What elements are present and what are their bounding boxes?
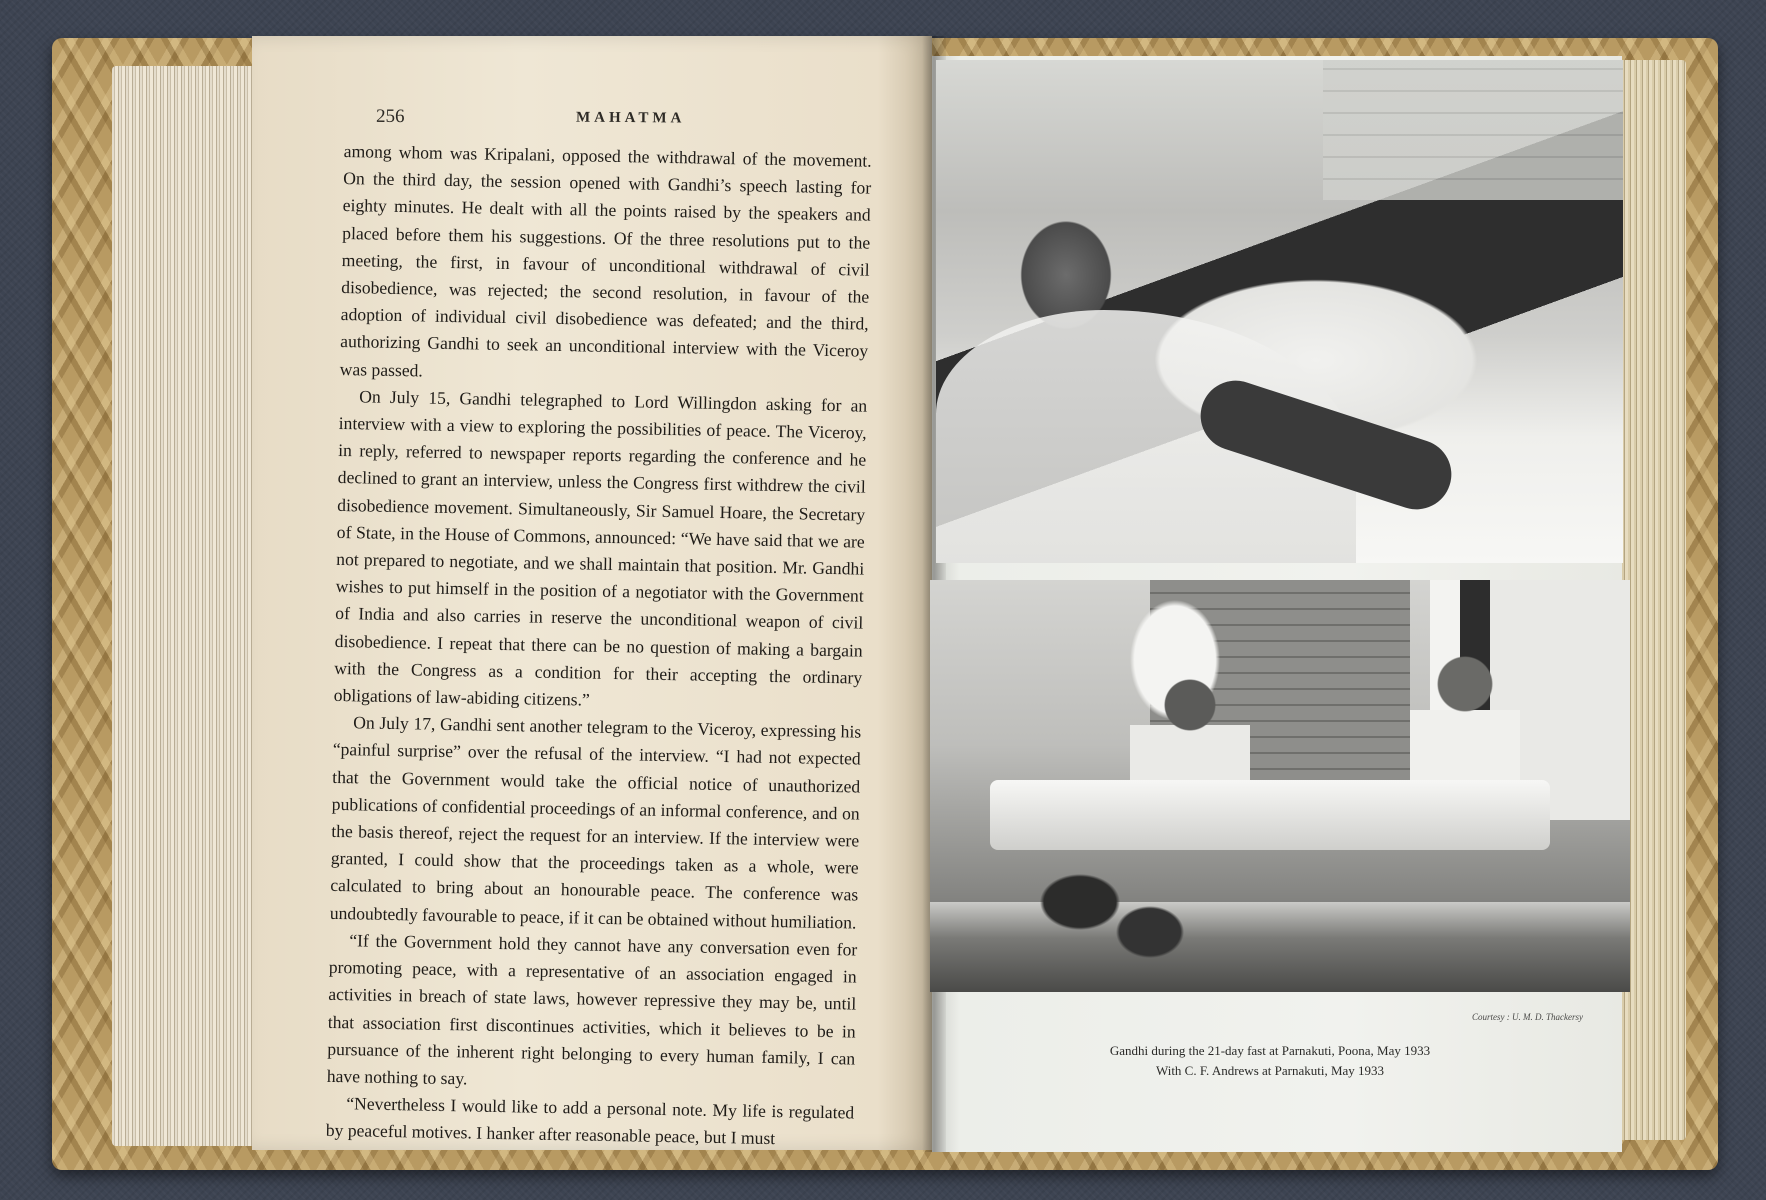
running-title: MAHATMA bbox=[575, 109, 686, 127]
paragraph: “If the Government hold they cannot have any conversation even for promoting peace, with a representative of an association engaged in activities in breach of state laws, however repressive they may be, until that association first discontinues activities, which it believes to be in pursuance of the inherent right belonging to every human family, I can have nothing to say. bbox=[326, 930, 858, 1089]
photo-ledge bbox=[930, 902, 1630, 992]
paragraph: On July 17, Gandhi sent another telegram to the Viceroy, expressing his “painful surprise” over the refusal of the interview. “I had not expected that the Government would take the official notice of unauthorized publications of confidential proceedings of an informal conference, and on the basis thereof, reject the request for an interview. If the interview were granted, I could show that the proceedings taken as a whole, were calculated to bring about an honourable peace. The conference was undoubtedly favourable to peace, if it can be obtained without humiliation. bbox=[329, 712, 862, 933]
photo-andrews bbox=[930, 580, 1630, 992]
photo-plant bbox=[1040, 862, 1200, 972]
paragraph: among whom was Kripalani, opposed the withdrawal of the movement. On the third day, the session opened with Gandhi’s speech lasting for eighty minutes. He dealt with all the points raised by the speakers and placed before them his suggestions. Of the three resolutions put to the meeting, the first, in favour of unconditional withdrawal of civil disobedience, was rejected; the second resolution, in favour of the adoption of individual civil disobedience was defeated; and the third, authorizing Gandhi to seek an unconditional interview with the Viceroy was passed. bbox=[339, 140, 872, 381]
paragraph: “Nevertheless I would like to add a personal note. My life is regulated by peaceful motives. I hanker after reasonable peace, but I must bbox=[325, 1093, 855, 1149]
page-number: 256 bbox=[375, 105, 405, 128]
photo-credit: Courtesy : U. M. D. Thackersy bbox=[1472, 1012, 1583, 1022]
photo-caption-top: Gandhi during the 21-day fast at Parnakuti, Poona, May 1933 bbox=[1109, 1043, 1431, 1058]
paragraph: On July 15, Gandhi telegraphed to Lord Willingdon asking for an interview with a view to exploring the possibilities of peace. The Viceroy, in reply, referred to newspaper reports regarding the conference and he declined to grant an interview, unless the Congress first withdrew the civil disobedience movement. Simultaneously, Sir Samuel Hoare, the Secretary of State, in the House of Commons, announced: “We have said that we are not prepared to negotiate, and we shall maintain that position. Mr. Gandhi wishes to put himself in the position of a negotiator with the Government of India and also carries in reserve the unconditional weapon of civil disobedience. I repeat that there can be no question of making a bargain with the Congress as a condition for their accepting the ordinary obligations of law-abiding citizens.” bbox=[333, 386, 868, 710]
photo-caption-bottom: With C. F. Andrews at Parnakuti, May 1933 bbox=[1155, 1063, 1385, 1078]
photo-fast bbox=[936, 60, 1623, 563]
photo-wall bbox=[1323, 60, 1623, 200]
photo-cot bbox=[990, 780, 1550, 850]
page-edges-left bbox=[112, 66, 252, 1146]
body-text bbox=[326, 138, 872, 1154]
page-header bbox=[376, 106, 876, 134]
